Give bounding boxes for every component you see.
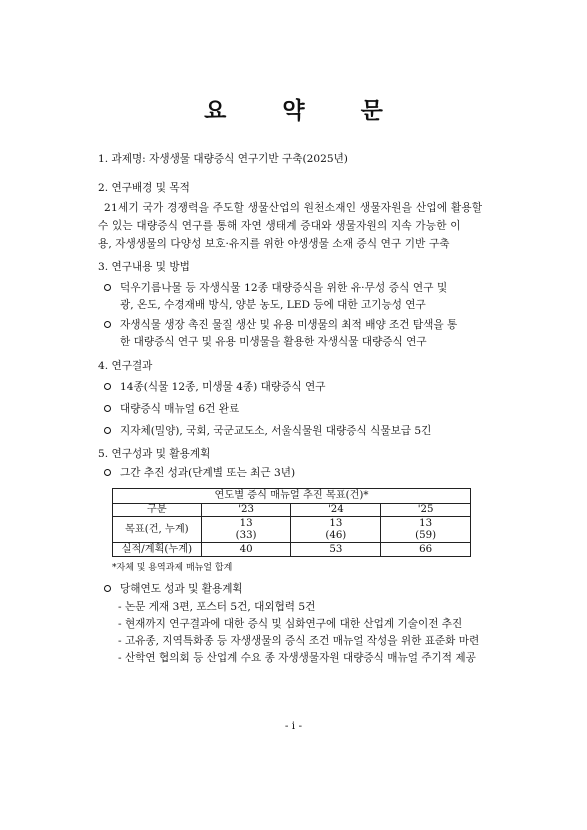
results-table: [112, 488, 471, 557]
section-4-item: 지자체(밀양), 국회, 국군교도소, 서울식물원 대량증식 식물보급 5긴: [120, 425, 432, 437]
circle-bullet-icon: [104, 585, 111, 592]
table-header-cell: '25: [381, 504, 471, 517]
section-4-item: 대량증식 매뉴얼 6건 완료: [120, 403, 240, 415]
section-3-heading: 3. 연구내용 및 방법: [98, 261, 190, 273]
dash-item: - 고유종, 지역특화종 등 자생생물의 증식 조건 매뉴얼 작성을 위한 표준화 마련: [118, 635, 480, 647]
section-3-item-cont: 한 대량증식 연구 및 유용 미생물을 활용한 자생식물 대량증식 연구: [120, 336, 427, 348]
circle-bullet-icon: [104, 405, 111, 412]
table-cell: 53: [291, 543, 381, 557]
section-5-subheading: 그간 추진 성과(단계별 또는 최근 3년): [120, 467, 296, 479]
page-number: - i -: [284, 720, 303, 732]
table-header-cell: 구분: [113, 504, 202, 517]
circle-bullet-icon: [104, 284, 111, 291]
target-value: 13: [419, 517, 433, 529]
table-header-cell: '23: [201, 504, 291, 517]
table-caption: 연도별 증식 매뉴얼 추진 목표(건)*: [113, 489, 471, 504]
table-cell: [201, 517, 291, 543]
table-header-cell: '24: [291, 504, 381, 517]
circle-bullet-icon: [104, 383, 111, 390]
table-row: [113, 517, 471, 543]
table-row-label: 목표(건, 누계): [113, 517, 202, 543]
section-3-item: 자생식물 생장 촉진 물질 생산 및 유용 미생물의 최적 배양 조건 탐색을 통: [120, 319, 458, 331]
table-cell: [381, 517, 471, 543]
circle-bullet-icon: [104, 469, 111, 476]
section-2-body-line: 21세기 국가 경쟁력을 주도할 생물산업의 원천소재인 생물자원을 산업에 활용할: [104, 202, 483, 214]
dash-item: - 현재까지 연구결과에 대한 증식 및 심화연구에 대한 산업계 기술이전 추진: [118, 618, 463, 630]
section-4-heading: 4. 연구결과: [98, 360, 153, 372]
table-cell: 66: [381, 543, 471, 557]
table-row-label: 실적/계획(누계): [113, 543, 202, 557]
table-row: [113, 489, 471, 504]
circle-bullet-icon: [104, 427, 111, 434]
target-cumulative: (33): [235, 529, 257, 541]
target-cumulative: (59): [415, 529, 437, 541]
section-4-item: 14종(식물 12종, 미생물 4종) 대량증식 연구: [120, 381, 326, 393]
table-row: [113, 504, 471, 517]
section-3-item-cont: 광, 온도, 수경재배 방식, 양분 농도, LED 등에 대한 고기능성 연구: [120, 299, 426, 311]
circle-bullet-icon: [104, 321, 111, 328]
section-1-heading: 1. 과제명: 자생생물 대량증식 연구기반 구축(2025년): [98, 153, 348, 165]
table-cell: 40: [201, 543, 291, 557]
target-value: 13: [239, 517, 253, 529]
section-2-body-line: 수 있는 대량증식 연구를 통해 자연 생태계 증대와 생물자원의 지속 가능한 이: [98, 220, 461, 232]
target-cumulative: (46): [325, 529, 347, 541]
section-3-item: 덕우기름나물 등 자생식물 12종 대량증식을 위한 유·무성 증식 연구 및: [120, 282, 448, 294]
table-footnote: *자체 및 용역과제 매뉴얼 합계: [112, 563, 233, 573]
section-5-subheading: 당해연도 성과 및 활용계획: [120, 583, 243, 595]
section-5-heading: 5. 연구성과 및 활용계획: [98, 448, 211, 460]
target-value: 13: [329, 517, 343, 529]
section-2-heading: 2. 연구배경 및 목적: [98, 182, 190, 194]
table-row: [113, 543, 471, 557]
page-title: 요 약 문: [204, 97, 407, 124]
table-cell: [291, 517, 381, 543]
dash-item: - 논문 게재 3편, 포스터 5건, 대외협력 5건: [118, 601, 316, 613]
section-2-body-line: 용, 자생생물의 다양성 보호·유지를 위한 야생생물 소재 증식 연구 기반 구축: [98, 238, 450, 250]
dash-item: - 산학연 협의회 등 산업계 수요 종 자생생물자원 대량증식 매뉴얼 주기적 제공: [118, 652, 476, 664]
